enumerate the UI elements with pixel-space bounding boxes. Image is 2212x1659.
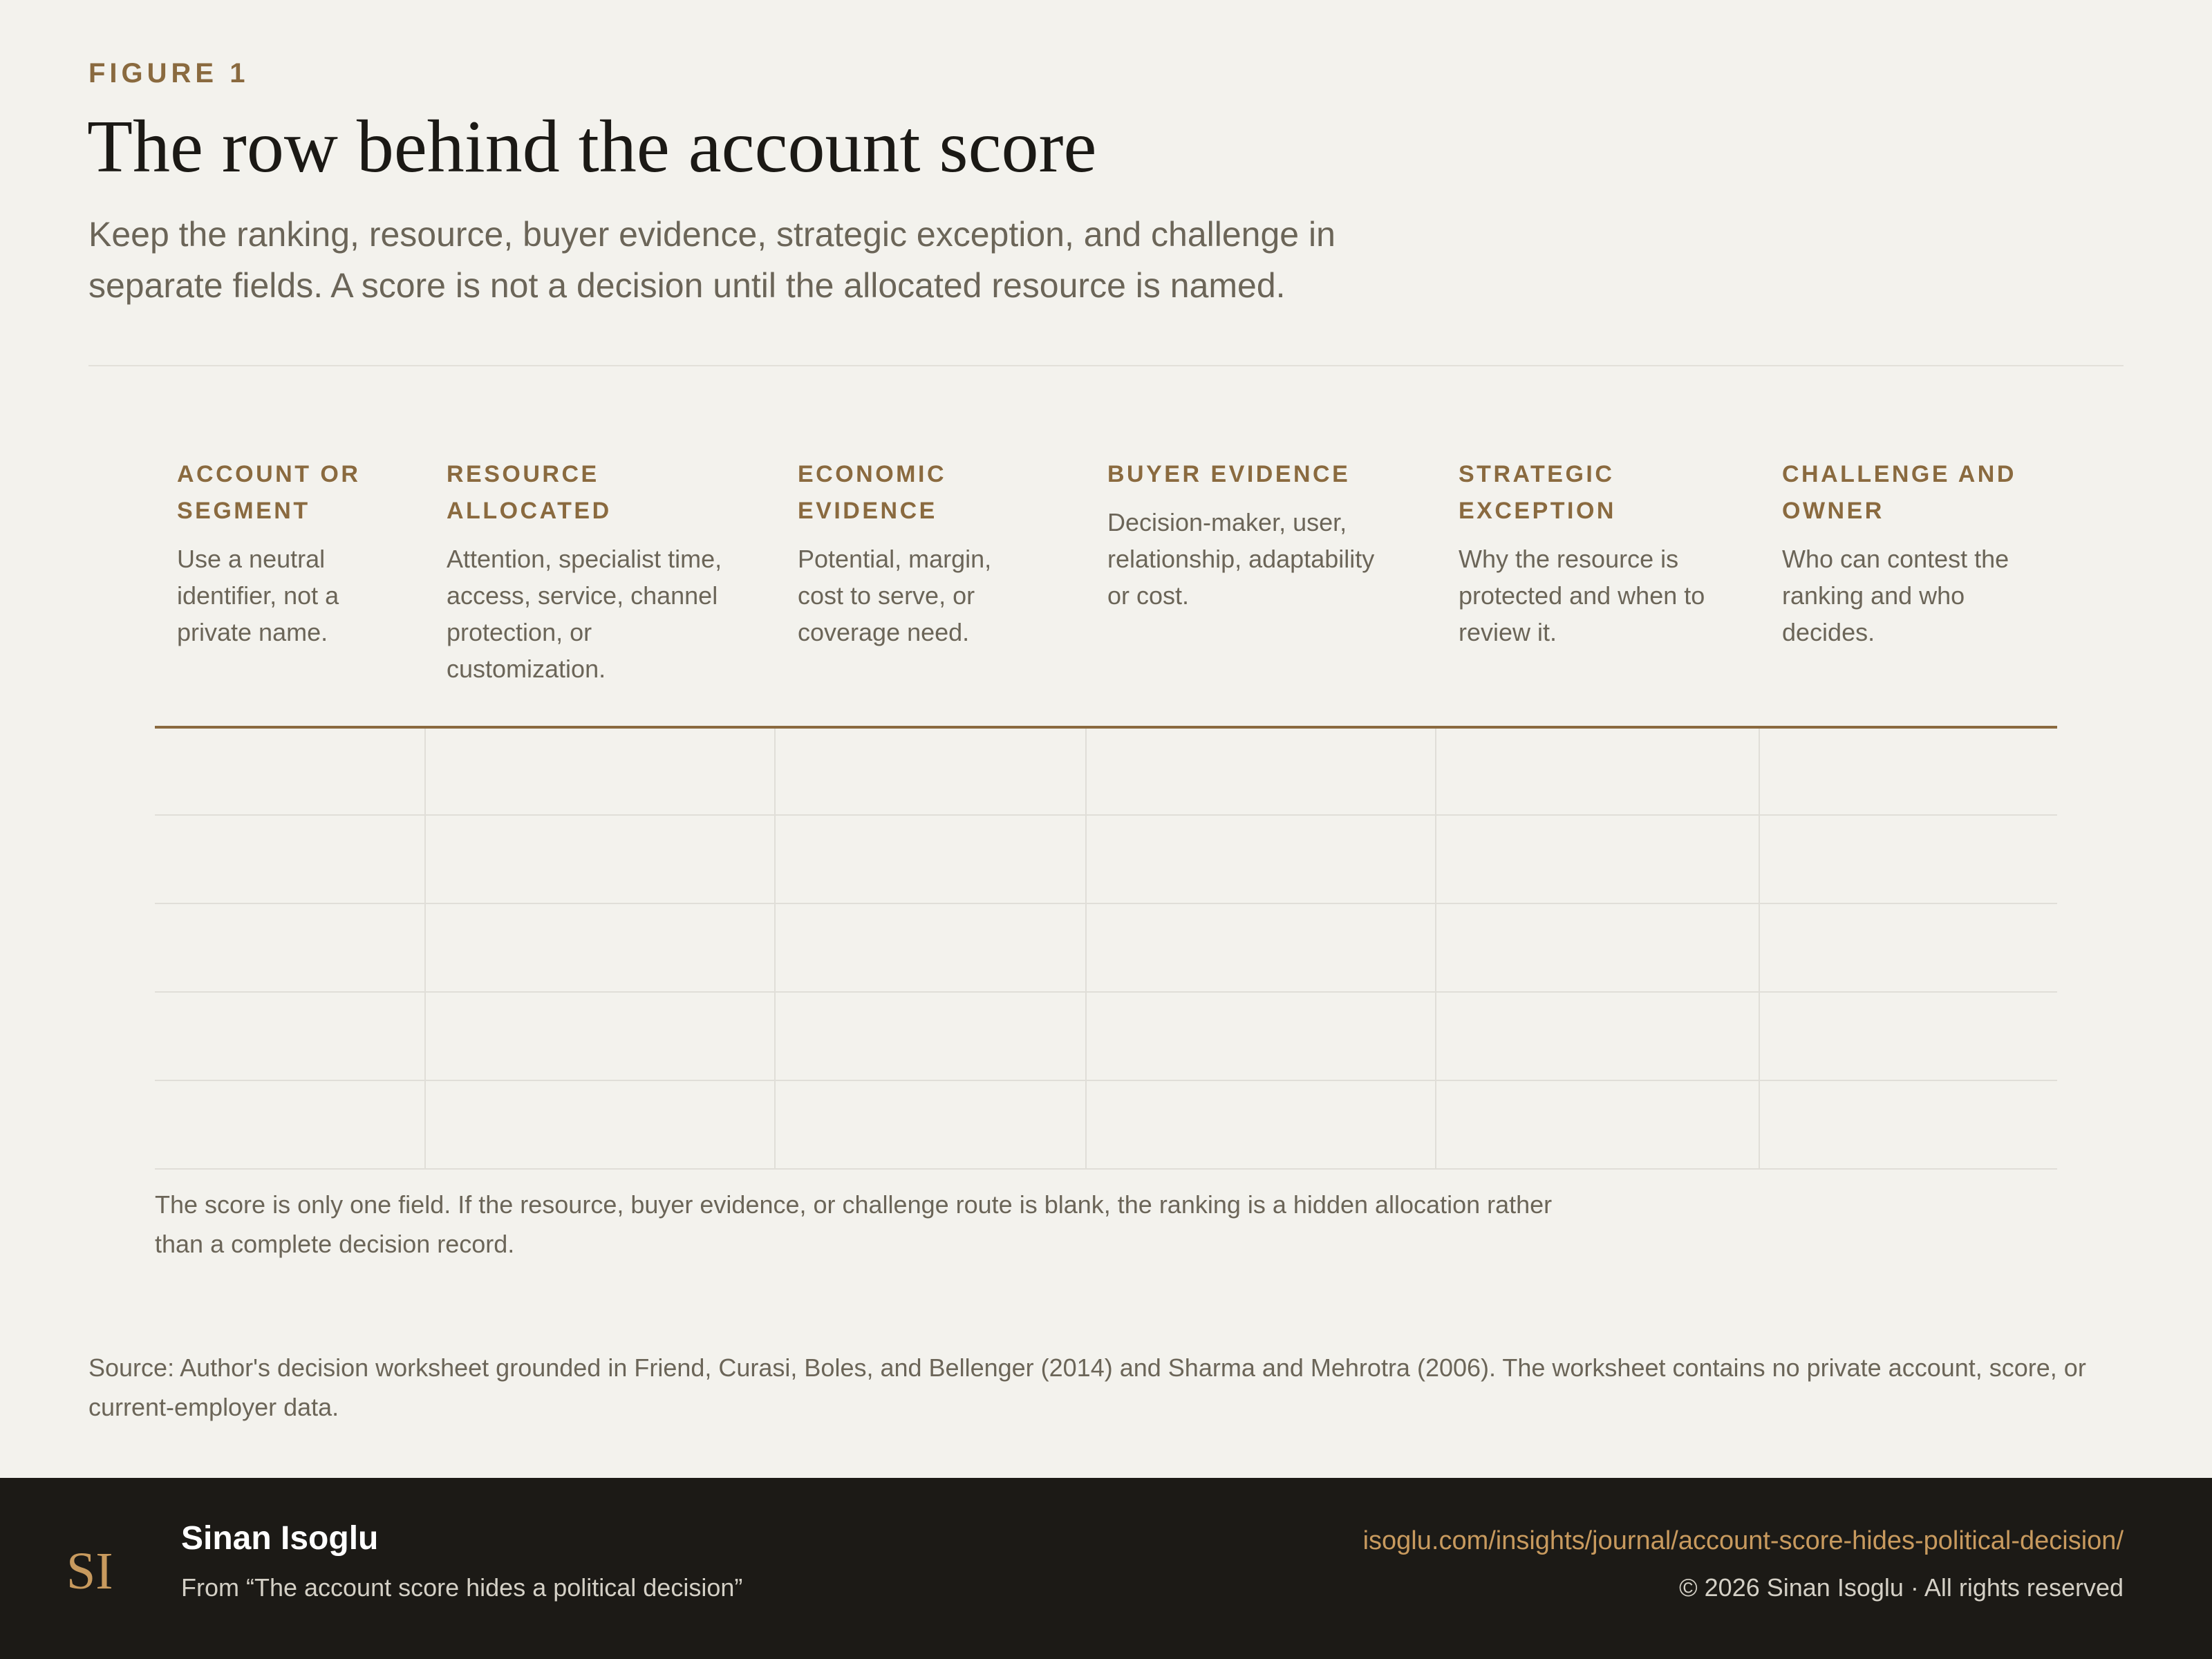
column-title: CHALLENGE AND OWNER bbox=[1782, 461, 2016, 524]
article-reference: From “The account score hides a political decision” bbox=[181, 1573, 743, 1602]
column-title: ACCOUNT OR SEGMENT bbox=[177, 461, 361, 524]
column-header-challenge bbox=[1782, 456, 2031, 650]
grid-column-line bbox=[424, 729, 426, 1170]
figure-label: FIGURE 1 bbox=[88, 58, 250, 88]
column-header-buyer bbox=[1107, 456, 1384, 614]
column-description: Decision-maker, user, relationship, adaptability or cost. bbox=[1107, 508, 1375, 610]
column-description: Attention, specialist time, access, service, channel protection, or customization. bbox=[447, 545, 722, 683]
grid-row-line bbox=[155, 903, 2057, 904]
worksheet-column-headers bbox=[155, 456, 2057, 727]
figure-subtitle: Keep the ranking, resource, buyer evidence, strategic exception, and challenge in separate fields. A score is not a decision until the allocated resource is named. bbox=[88, 215, 1335, 305]
column-title: STRATEGIC EXCEPTION bbox=[1459, 461, 1616, 524]
column-header-account bbox=[177, 456, 412, 650]
grid-column-line bbox=[1085, 729, 1087, 1170]
footer bbox=[0, 1478, 2212, 1659]
author-monogram-logo bbox=[64, 1540, 119, 1602]
column-header-resource bbox=[447, 456, 737, 687]
column-description: Why the resource is protected and when to review it. bbox=[1459, 545, 1705, 646]
copyright-notice: © 2026 Sinan Isoglu · All rights reserved bbox=[1679, 1573, 2124, 1602]
decision-worksheet bbox=[155, 456, 2057, 727]
column-title: ECONOMIC EVIDENCE bbox=[798, 461, 946, 524]
column-header-strategic bbox=[1459, 456, 1721, 650]
worksheet-grid bbox=[155, 726, 2057, 1171]
column-title: RESOURCE ALLOCATED bbox=[447, 461, 612, 524]
article-link[interactable]: isoglu.com/insights/journal/account-score-hides-political-decision/ bbox=[1362, 1526, 2124, 1555]
grid-row-line bbox=[155, 1168, 2057, 1170]
figure-title: The row behind the account score bbox=[87, 106, 1097, 188]
worksheet-note: The score is only one field. If the resource, buyer evidence, or challenge route is blank, the ranking is a hidden allocation rather than a complete decision record. bbox=[155, 1190, 1553, 1258]
grid-column-line bbox=[774, 729, 776, 1170]
grid-row-line bbox=[155, 814, 2057, 816]
column-description: Use a neutral identifier, not a private name. bbox=[177, 545, 339, 646]
grid-column-line bbox=[1759, 729, 1760, 1170]
monogram-text: SI bbox=[66, 1542, 113, 1600]
column-description: Potential, margin, cost to serve, or coverage need. bbox=[798, 545, 992, 646]
column-title: BUYER EVIDENCE bbox=[1107, 461, 1351, 487]
author-name: Sinan Isoglu bbox=[181, 1520, 379, 1557]
grid-row-line bbox=[155, 1080, 2057, 1081]
source-citation: Source: Author's decision worksheet grounded in Friend, Curasi, Boles, and Bellenger (2014) and Sharma and Mehrotra (2006). The worksheet contains no private account, score, or current-employer data. bbox=[88, 1353, 2086, 1421]
column-header-economic bbox=[798, 456, 1033, 650]
header-divider bbox=[88, 365, 2124, 366]
grid-row-line bbox=[155, 991, 2057, 993]
grid-column-line bbox=[1435, 729, 1436, 1170]
column-description: Who can contest the ranking and who decides. bbox=[1782, 545, 2009, 646]
